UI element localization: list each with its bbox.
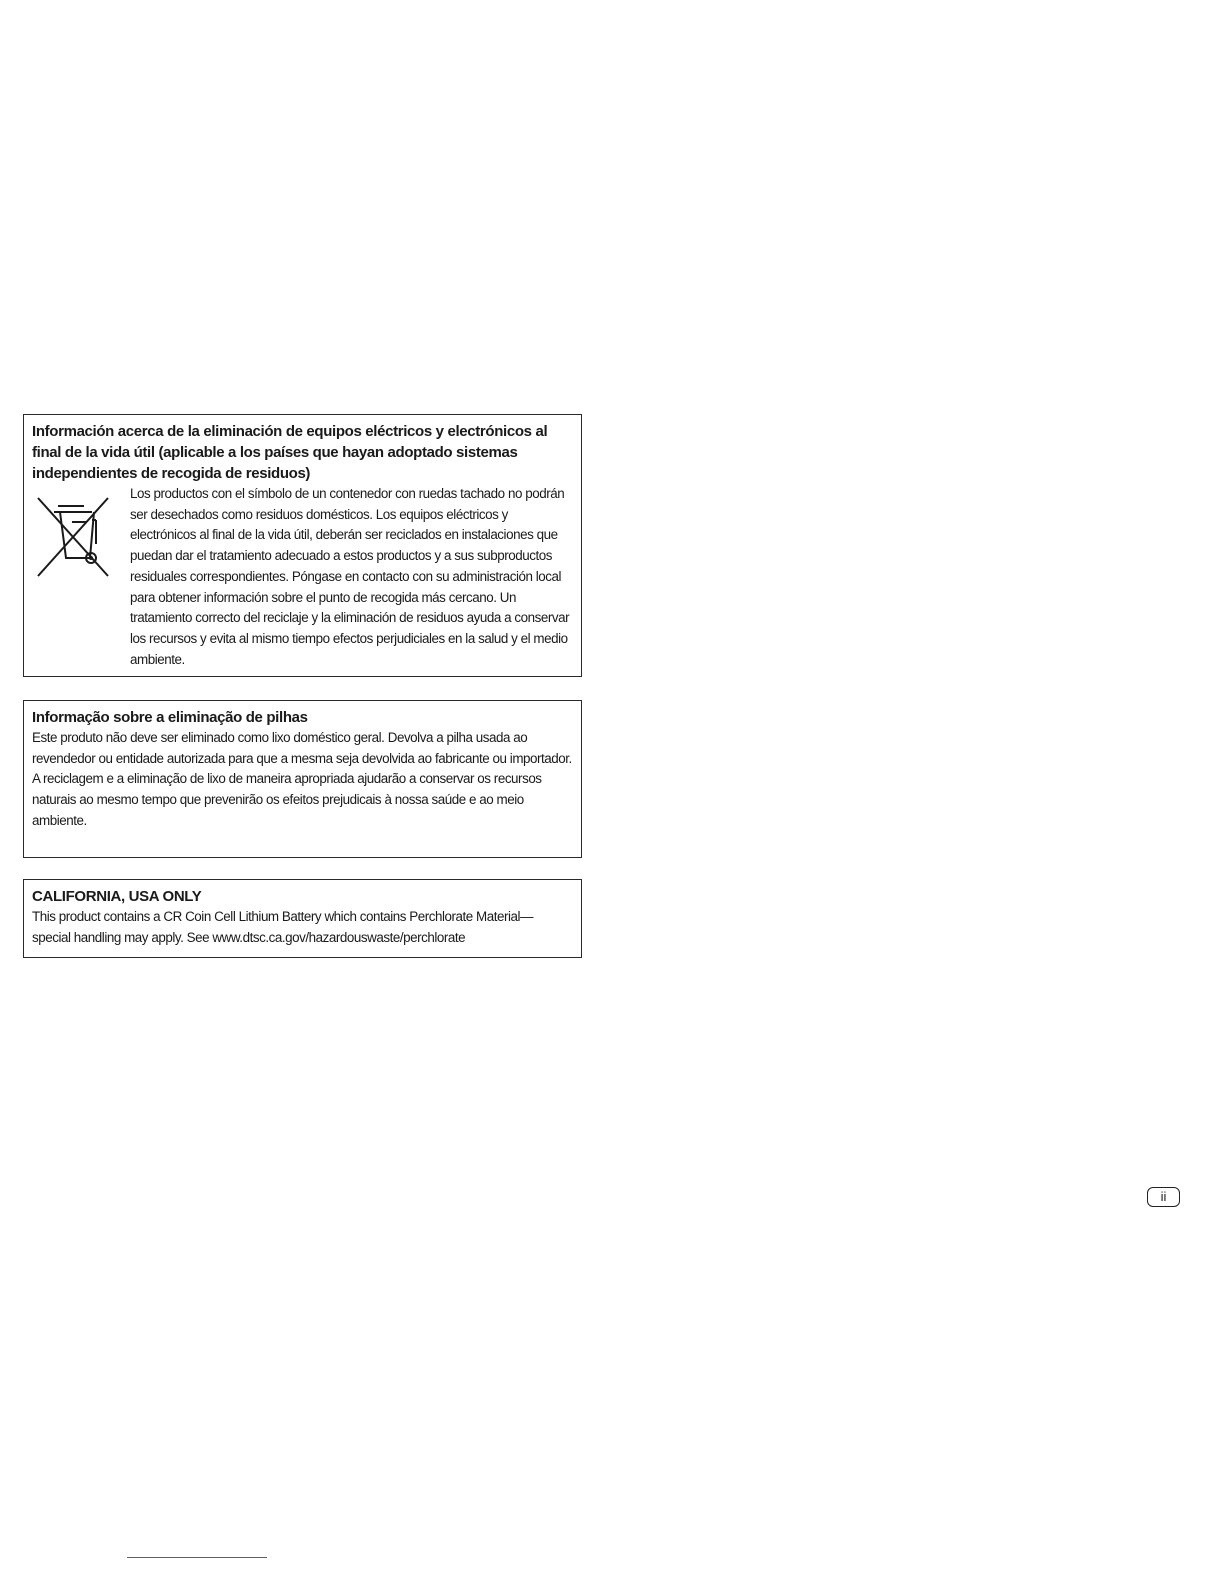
footer-divider [127, 1557, 267, 1558]
california-notice-body: This product contains a CR Coin Cell Lithium Battery which contains Perchlorate Material— special handling may apply. See www.dtsc.ca.gov/hazardouswaste/perchlorate [32, 909, 534, 945]
battery-notice-box [23, 700, 582, 858]
crossed-out-wheeled-bin-icon [32, 484, 130, 589]
battery-notice-title: Informação sobre a eliminação de pilhas [32, 709, 308, 726]
california-notice-title: CALIFORNIA, USA ONLY [32, 888, 202, 905]
battery-notice-paragraph-1: Este produto não deve ser eliminado como lixo doméstico geral. Devolva a pilha usada ao revendedor ou entidade autorizada para que a mesma seja devolvida ao fabricante ou importador. [32, 730, 572, 766]
battery-notice-paragraph-2: A reciclagem e a eliminação de lixo de maneira apropriada ajudarão a conservar os recursos naturais ao mesmo tempo que prevenirão os efeitos prejudicais à nossa saúde e ao meio ambiente. [32, 771, 542, 828]
weee-notice-content [32, 484, 573, 670]
weee-notice-body: Los productos con el símbolo de un contenedor con ruedas tachado no podrán ser desechados como residuos domésticos. Los equipos eléctricos y electrónicos al final de la vida útil, deberán ser reciclados en instalaciones que puedan dar el tratamiento adecuado a estos productos y a sus subproductos residuales correspondientes. Póngase en contacto con su administración local para obtener información sobre el punto de recogida más cercano. Un tratamiento correcto del reciclaje y la eliminación de residuos ayuda a conservar los recursos y evita al mismo tiempo efectos perjudiciales en la salud y el medio ambiente. [130, 486, 570, 667]
california-notice-box [23, 879, 582, 958]
weee-notice-box [23, 414, 582, 677]
page-number-badge: ii [1147, 1187, 1180, 1207]
weee-notice-title: Información acerca de la eliminación de equipos eléctricos y electrónicos al final de la vida útil (aplicable a los países que hayan adoptado sistemas independientes de recogida de residuos) [32, 423, 548, 482]
